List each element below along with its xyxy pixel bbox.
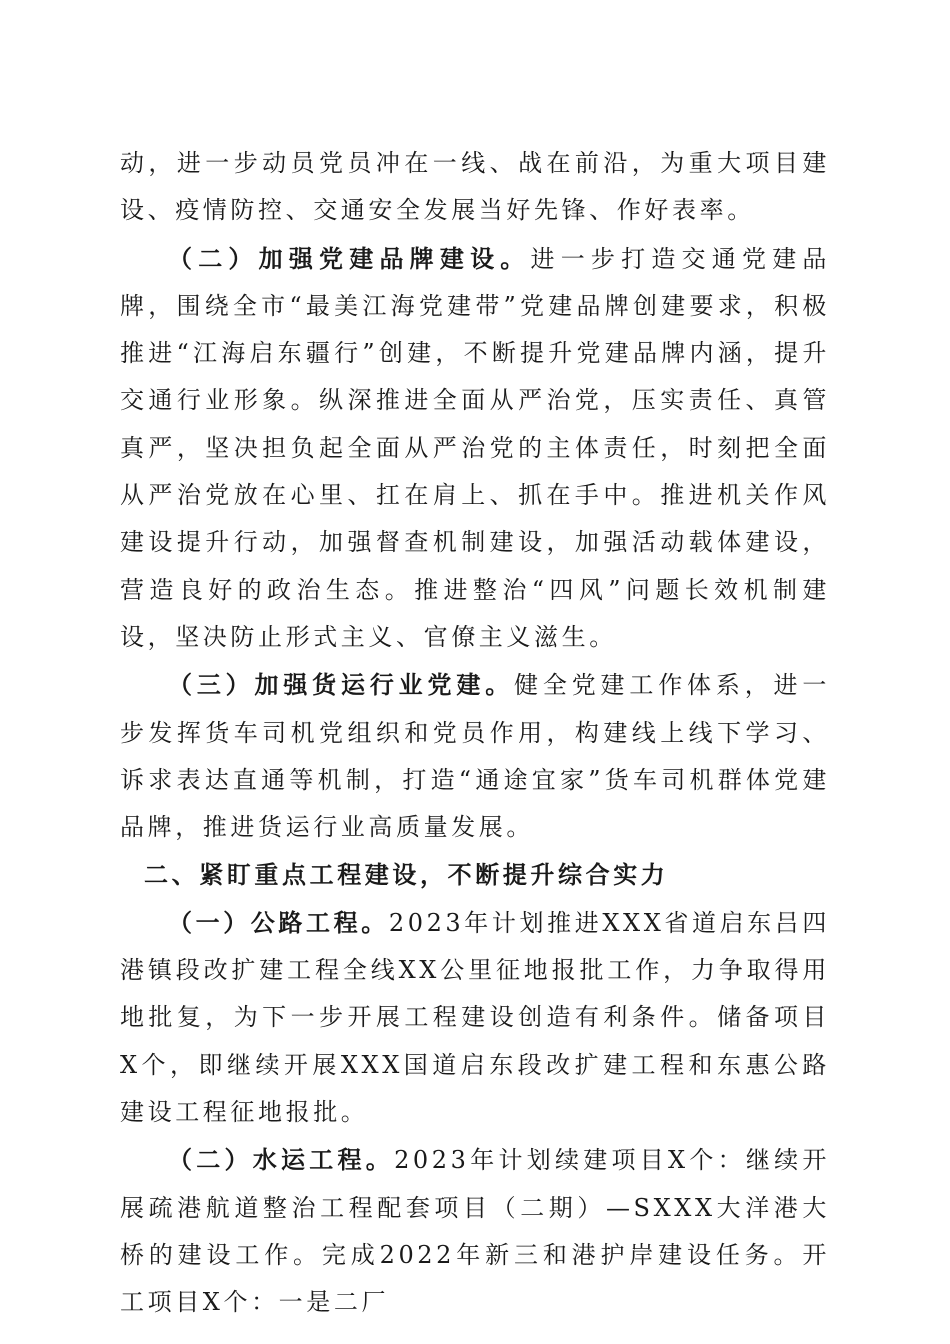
paragraph-text: 健全党建工作体系，进一步发挥货车司机党组织和党员作用，构建线上线下学习、诉求表达直通等机制，打造“通途宜家”货车司机群体党建品牌，推进货运行业高质量发展。 xyxy=(120,671,830,842)
section-heading-2: 二、紧盯重点工程建设，不断提升综合实力 xyxy=(144,860,669,890)
paragraph-text: 进一步打造交通党建品牌，围绕全市“最美江海党建带”党建品牌创建要求，积极推进“江海启东疆行”创建，不断提升党建品牌内涵，提升交通行业形象。纵深推进全面从严治党，压实责任、真管真严，坚决担负起全面从严治党的主体责任，时刻把全面从严治党放在心里、扛在肩上、抓在手中。推进机关作风建设提升行动，加强督查机制建设，加强活动载体建设，营造良好的政治生态。推进整治“四风”问题长效机制建设，坚决防止形式主义、官僚主义滋生。 xyxy=(120,244,830,651)
paragraph-text: 2023年计划推进XXX省道启东吕四港镇段改扩建工程全线XX公里征地报批工作，力争取得用地批复，为下一步开展工程建设创造有利条件。储备项目X个，即继续开展XXX国道启东段改扩建工程和东惠公路建设工程征地报批。 xyxy=(120,908,830,1126)
document-page xyxy=(120,140,830,1326)
paragraph-text: 2023年计划续建项目X个：继续开展疏港航道整治工程配套项目（二期）—SXXX大洋港大桥的建设工作。完成2022年新三和港护岸建设任务。开工项目X个：一是二厂 xyxy=(120,1146,830,1317)
paragraph-party-brand xyxy=(120,235,830,662)
paragraph-freight-party xyxy=(120,661,830,851)
paragraph-water-project xyxy=(120,1136,830,1326)
subheading-water-project: （二）水运工程。 xyxy=(168,1145,395,1175)
paragraph-road-project xyxy=(120,899,830,1136)
subheading-party-brand: （二）加强党建品牌建设。 xyxy=(168,243,531,273)
subheading-freight-party: （三）加强货运行业党建。 xyxy=(168,670,515,700)
subheading-road-project: （一）公路工程。 xyxy=(168,907,389,937)
paragraph-continuation xyxy=(120,140,830,235)
paragraph-text: 动，进一步动员党员冲在一线、战在前沿，为重大项目建设、疫情防控、交通安全发展当好先锋、作好表率。 xyxy=(120,149,830,225)
